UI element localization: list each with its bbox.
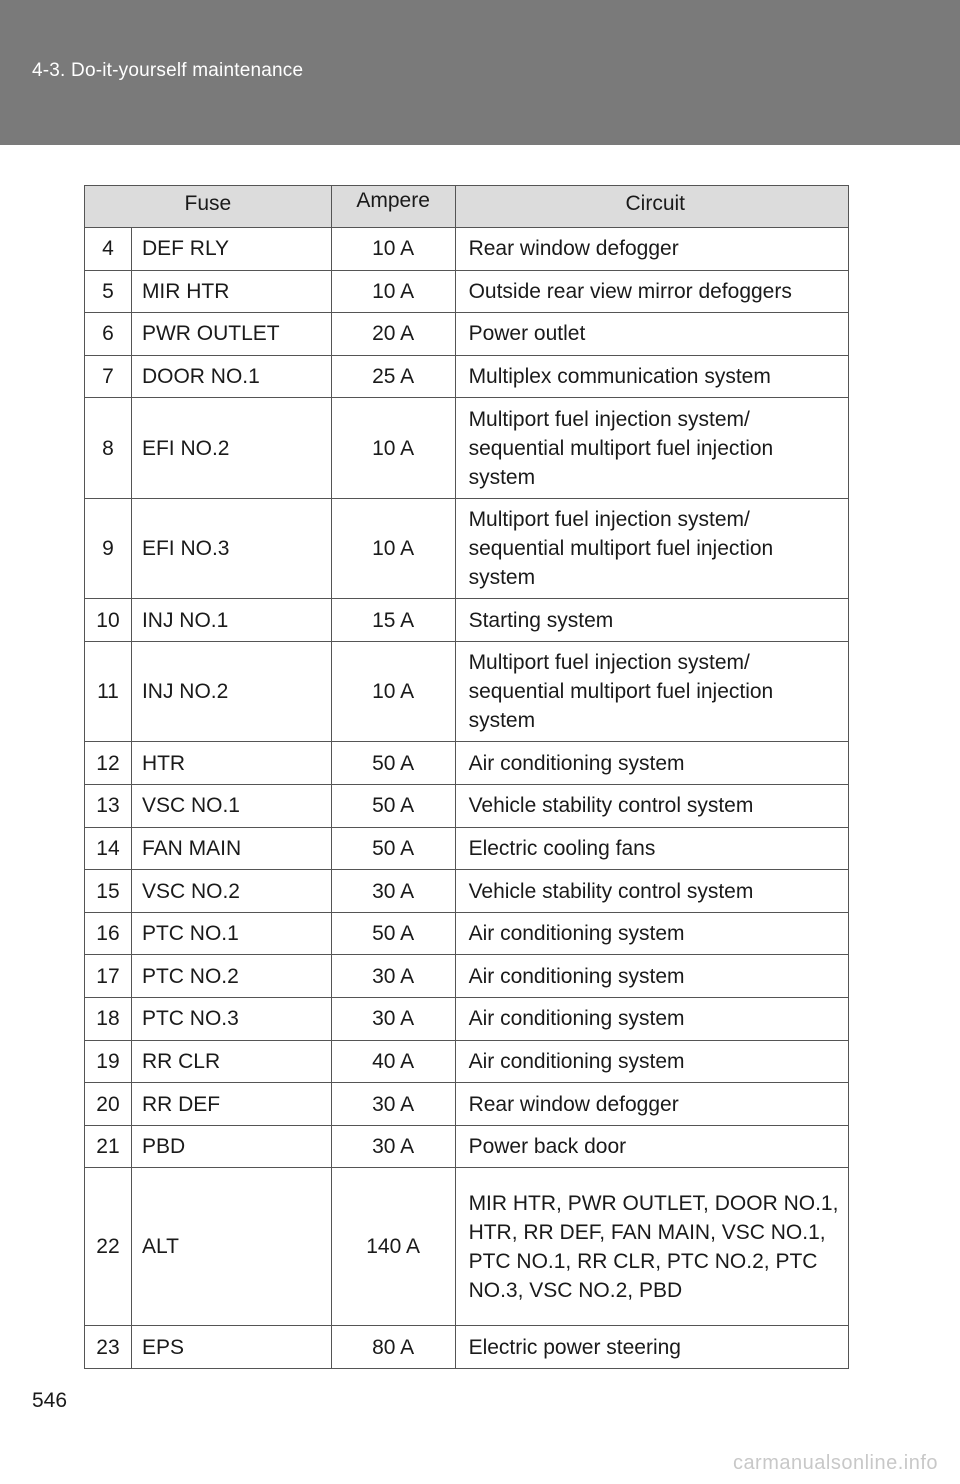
page-number: 546: [32, 1389, 68, 1412]
column-header-circuit: Circuit: [455, 186, 848, 228]
fuse-number-cell: 6: [85, 313, 132, 356]
fuse-name-cell: PTC NO.3: [131, 998, 331, 1041]
table-row: [85, 827, 849, 870]
circuit-cell: Rear window defogger: [455, 228, 848, 271]
fuse-number-cell: 14: [85, 827, 132, 870]
circuit-cell: Air conditioning system: [455, 998, 848, 1041]
table-row: [85, 270, 849, 313]
ampere-cell: 50 A: [331, 785, 455, 828]
fuse-name-cell: INJ NO.1: [131, 599, 331, 642]
circuit-cell: Air conditioning system: [455, 742, 848, 785]
table-row: [85, 1125, 849, 1168]
fuse-number-cell: 5: [85, 270, 132, 313]
fuse-name-cell: PTC NO.1: [131, 912, 331, 955]
ampere-cell: 80 A: [331, 1326, 455, 1369]
ampere-cell: 30 A: [331, 955, 455, 998]
fuse-number-cell: 22: [85, 1168, 132, 1326]
fuse-number-cell: 15: [85, 870, 132, 913]
fuse-name-cell: RR DEF: [131, 1083, 331, 1126]
circuit-cell: Vehicle stability control system: [455, 870, 848, 913]
ampere-cell: 50 A: [331, 827, 455, 870]
table-row: [85, 599, 849, 642]
circuit-cell: Electric power steering: [455, 1326, 848, 1369]
fuse-number-cell: 11: [85, 641, 132, 742]
table-body: [85, 228, 849, 1369]
table-row: [85, 870, 849, 913]
circuit-cell: Power outlet: [455, 313, 848, 356]
ampere-cell: 25 A: [331, 355, 455, 398]
ampere-cell: 140 A: [331, 1168, 455, 1326]
fuse-number-cell: 10: [85, 599, 132, 642]
table-row: [85, 1326, 849, 1369]
ampere-cell: 30 A: [331, 998, 455, 1041]
ampere-cell: 15 A: [331, 599, 455, 642]
watermark: carmanualsonline.info: [732, 1452, 938, 1474]
ampere-cell: 50 A: [331, 912, 455, 955]
table-row: [85, 355, 849, 398]
column-header-ampere: Ampere: [331, 186, 455, 228]
table-row: [85, 498, 849, 599]
fuse-number-cell: 20: [85, 1083, 132, 1126]
fuse-name-cell: HTR: [131, 742, 331, 785]
circuit-cell: Starting system: [455, 599, 848, 642]
table-header-row: [85, 186, 849, 228]
fuse-number-cell: 21: [85, 1125, 132, 1168]
fuse-name-cell: INJ NO.2: [131, 641, 331, 742]
ampere-cell: 30 A: [331, 1083, 455, 1126]
ampere-cell: 30 A: [331, 870, 455, 913]
fuse-name-cell: MIR HTR: [131, 270, 331, 313]
circuit-cell: Multiport fuel injection system/ sequential multiport fuel injection system: [455, 641, 848, 742]
ampere-cell: 50 A: [331, 742, 455, 785]
fuse-number-cell: 13: [85, 785, 132, 828]
circuit-cell: Air conditioning system: [455, 955, 848, 998]
ampere-cell: 10 A: [331, 270, 455, 313]
fuse-number-cell: 16: [85, 912, 132, 955]
fuse-number-cell: 18: [85, 998, 132, 1041]
circuit-cell: Outside rear view mirror defoggers: [455, 270, 848, 313]
ampere-cell: 10 A: [331, 641, 455, 742]
fuse-name-cell: VSC NO.1: [131, 785, 331, 828]
circuit-cell: Electric cooling fans: [455, 827, 848, 870]
ampere-cell: 30 A: [331, 1125, 455, 1168]
fuse-name-cell: FAN MAIN: [131, 827, 331, 870]
fuse-number-cell: 19: [85, 1040, 132, 1083]
table-row: [85, 398, 849, 499]
section-title: 4-3. Do-it-yourself maintenance: [32, 60, 304, 81]
table-row: [85, 641, 849, 742]
table-row: [85, 313, 849, 356]
fuse-table: [84, 185, 849, 1369]
fuse-number-cell: 8: [85, 398, 132, 499]
fuse-number-cell: 4: [85, 228, 132, 271]
circuit-cell: Air conditioning system: [455, 1040, 848, 1083]
column-header-fuse: Fuse: [85, 186, 332, 228]
fuse-name-cell: PBD: [131, 1125, 331, 1168]
table-row: [85, 1040, 849, 1083]
table-row: [85, 742, 849, 785]
ampere-cell: 10 A: [331, 498, 455, 599]
table-row: [85, 955, 849, 998]
table-row: [85, 785, 849, 828]
circuit-cell: Vehicle stability control system: [455, 785, 848, 828]
circuit-cell: Power back door: [455, 1125, 848, 1168]
fuse-number-cell: 7: [85, 355, 132, 398]
fuse-number-cell: 12: [85, 742, 132, 785]
circuit-cell: Multiport fuel injection system/ sequential multiport fuel injection system: [455, 398, 848, 499]
circuit-cell: Multiplex communication system: [455, 355, 848, 398]
ampere-cell: 40 A: [331, 1040, 455, 1083]
table-row: [85, 228, 849, 271]
table-row: [85, 998, 849, 1041]
fuse-number-cell: 9: [85, 498, 132, 599]
table-row: [85, 1168, 849, 1326]
ampere-cell: 10 A: [331, 228, 455, 271]
fuse-name-cell: ALT: [131, 1168, 331, 1326]
header-band: [0, 0, 960, 145]
fuse-name-cell: RR CLR: [131, 1040, 331, 1083]
ampere-cell: 10 A: [331, 398, 455, 499]
fuse-name-cell: EPS: [131, 1326, 331, 1369]
fuse-name-cell: VSC NO.2: [131, 870, 331, 913]
circuit-cell: MIR HTR, PWR OUTLET, DOOR NO.1, HTR, RR DEF, FAN MAIN, VSC NO.1, PTC NO.1, RR CLR, PTC NO.2, PTC NO.3, VSC NO.2, PBD: [455, 1168, 848, 1326]
fuse-name-cell: PTC NO.2: [131, 955, 331, 998]
fuse-name-cell: EFI NO.3: [131, 498, 331, 599]
fuse-number-cell: 23: [85, 1326, 132, 1369]
circuit-cell: Air conditioning system: [455, 912, 848, 955]
fuse-name-cell: PWR OUTLET: [131, 313, 331, 356]
fuse-name-cell: DEF RLY: [131, 228, 331, 271]
table-row: [85, 1083, 849, 1126]
circuit-cell: Multiport fuel injection system/ sequential multiport fuel injection system: [455, 498, 848, 599]
fuse-name-cell: DOOR NO.1: [131, 355, 331, 398]
fuse-name-cell: EFI NO.2: [131, 398, 331, 499]
ampere-cell: 20 A: [331, 313, 455, 356]
table-row: [85, 912, 849, 955]
circuit-cell: Rear window defogger: [455, 1083, 848, 1126]
fuse-number-cell: 17: [85, 955, 132, 998]
